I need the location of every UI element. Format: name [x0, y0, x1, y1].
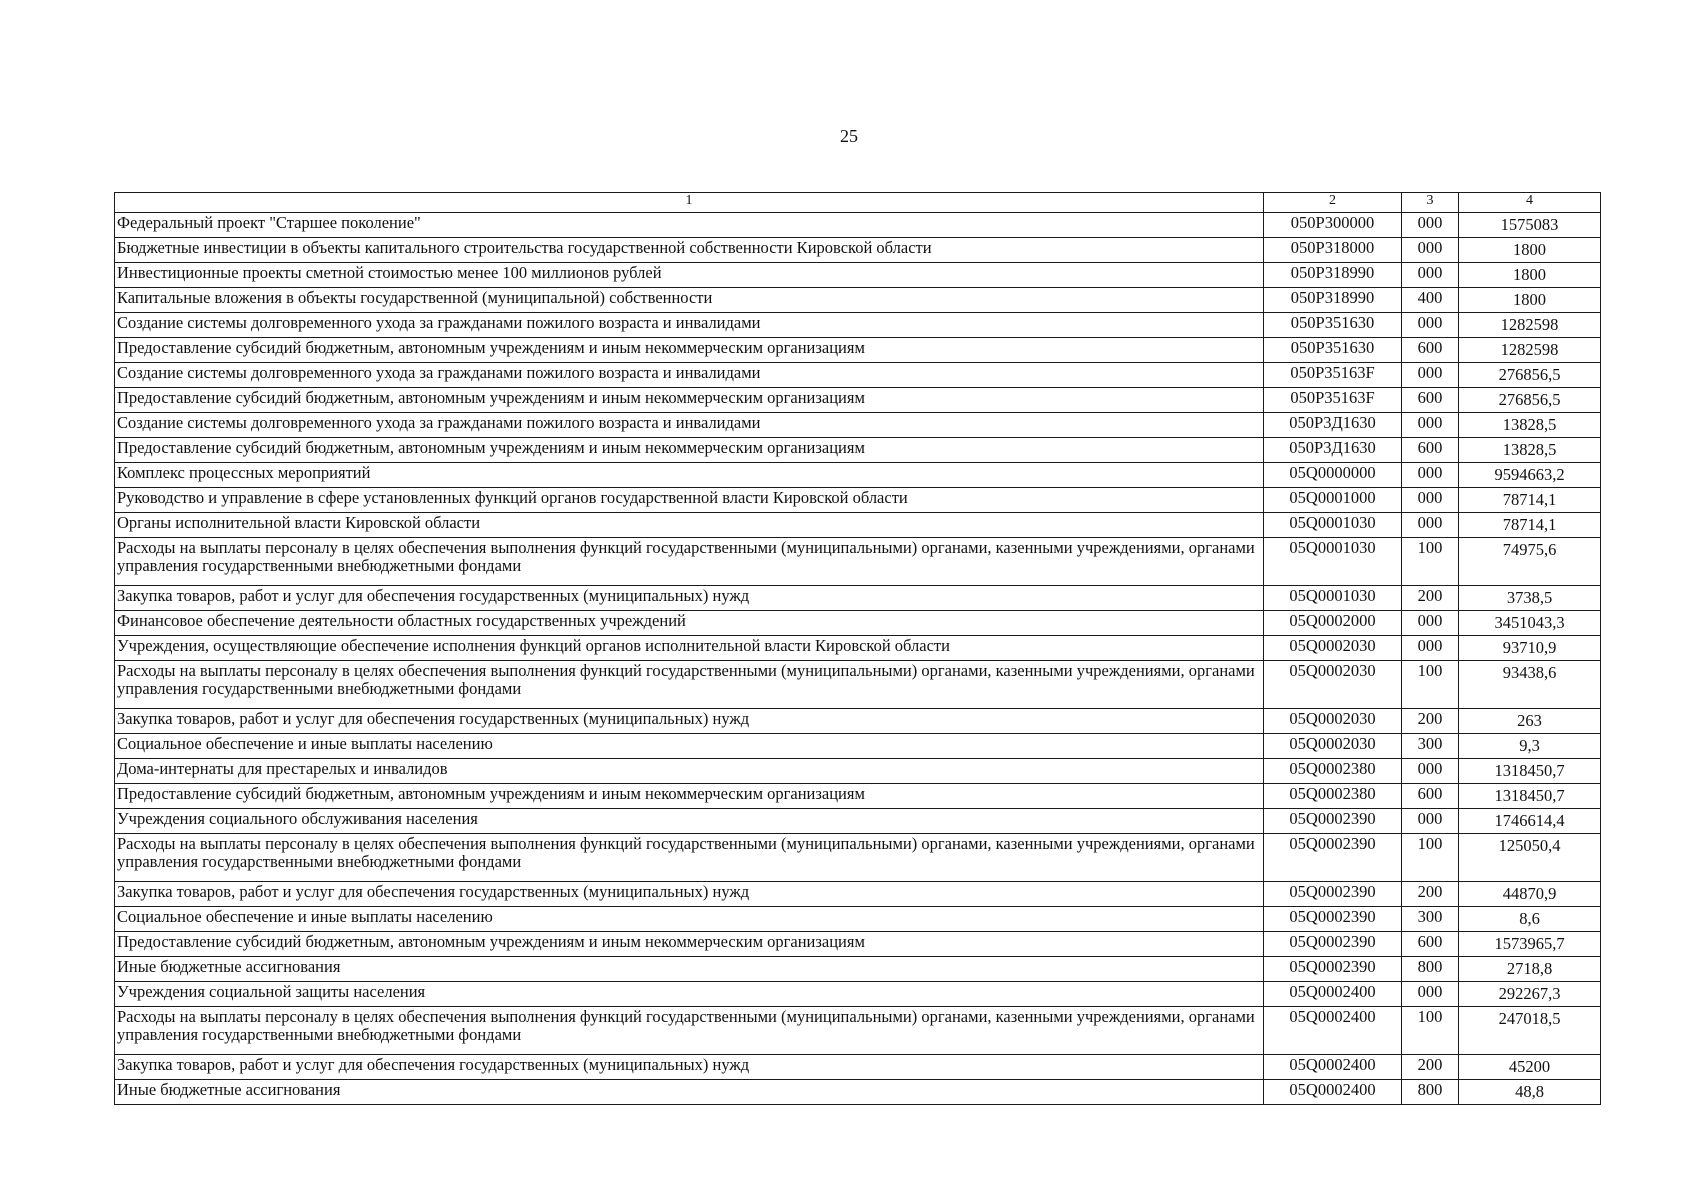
- row-code-cell: 05Q0002390: [1264, 957, 1402, 982]
- row-amount-cell: 44870,9: [1459, 882, 1601, 907]
- row-name-cell: Расходы на выплаты персоналу в целях обеспечения выполнения функций государственными (муниципальными) органами, казенными учреждениями, органами управления государственными внебюджетными фондами: [115, 538, 1264, 586]
- row-type-cell: 100: [1402, 538, 1459, 586]
- row-type-cell: 300: [1402, 907, 1459, 932]
- row-type-cell: 100: [1402, 661, 1459, 709]
- row-name-cell: Органы исполнительной власти Кировской области: [115, 513, 1264, 538]
- table-row: [115, 882, 1601, 907]
- row-code-cell: 05Q0001030: [1264, 586, 1402, 611]
- row-code-cell: 050P351630: [1264, 338, 1402, 363]
- row-amount-cell: 45200: [1459, 1055, 1601, 1080]
- table-row: [115, 636, 1601, 661]
- row-name-cell: Капитальные вложения в объекты государственной (муниципальной) собственности: [115, 288, 1264, 313]
- table-row: [115, 586, 1601, 611]
- row-amount-cell: 78714,1: [1459, 513, 1601, 538]
- row-code-cell: 050P35163F: [1264, 363, 1402, 388]
- table-row: [115, 538, 1601, 586]
- row-amount-cell: 1282598: [1459, 313, 1601, 338]
- row-code-cell: 050P318000: [1264, 238, 1402, 263]
- row-code-cell: 050P3Д1630: [1264, 438, 1402, 463]
- row-name-cell: Закупка товаров, работ и услуг для обеспечения государственных (муниципальных) нужд: [115, 709, 1264, 734]
- row-type-cell: 000: [1402, 513, 1459, 538]
- row-amount-cell: 292267,3: [1459, 982, 1601, 1007]
- table-body: [115, 213, 1601, 1105]
- table-row: [115, 488, 1601, 513]
- budget-table: [114, 192, 1601, 1105]
- row-type-cell: 000: [1402, 263, 1459, 288]
- row-code-cell: 05Q0002400: [1264, 1007, 1402, 1055]
- row-name-cell: Расходы на выплаты персоналу в целях обеспечения выполнения функций государственными (муниципальными) органами, казенными учреждениями, органами управления государственными внебюджетными фондами: [115, 1007, 1264, 1055]
- row-type-cell: 600: [1402, 784, 1459, 809]
- table-row: [115, 513, 1601, 538]
- row-type-cell: 000: [1402, 488, 1459, 513]
- row-amount-cell: 9,3: [1459, 734, 1601, 759]
- row-type-cell: 000: [1402, 611, 1459, 636]
- table-row: [115, 809, 1601, 834]
- table-row: [115, 932, 1601, 957]
- row-code-cell: 05Q0002030: [1264, 734, 1402, 759]
- row-type-cell: 100: [1402, 1007, 1459, 1055]
- row-name-cell: Иные бюджетные ассигнования: [115, 1080, 1264, 1105]
- row-type-cell: 200: [1402, 882, 1459, 907]
- row-name-cell: Предоставление субсидий бюджетным, автономным учреждениям и иным некоммерческим организациям: [115, 932, 1264, 957]
- row-type-cell: 000: [1402, 313, 1459, 338]
- row-amount-cell: 247018,5: [1459, 1007, 1601, 1055]
- row-name-cell: Социальное обеспечение и иные выплаты населению: [115, 734, 1264, 759]
- row-type-cell: 200: [1402, 1055, 1459, 1080]
- row-amount-cell: 8,6: [1459, 907, 1601, 932]
- column-header-type: 3: [1402, 193, 1459, 213]
- row-type-cell: 200: [1402, 709, 1459, 734]
- row-name-cell: Закупка товаров, работ и услуг для обеспечения государственных (муниципальных) нужд: [115, 586, 1264, 611]
- table-row: [115, 734, 1601, 759]
- row-amount-cell: 1318450,7: [1459, 759, 1601, 784]
- row-name-cell: Расходы на выплаты персоналу в целях обеспечения выполнения функций государственными (муниципальными) органами, казенными учреждениями, органами управления государственными внебюджетными фондами: [115, 834, 1264, 882]
- row-amount-cell: 93710,9: [1459, 636, 1601, 661]
- row-code-cell: 05Q0001000: [1264, 488, 1402, 513]
- row-code-cell: 05Q0001030: [1264, 538, 1402, 586]
- table-row: [115, 957, 1601, 982]
- row-code-cell: 05Q0002030: [1264, 709, 1402, 734]
- table-row: [115, 759, 1601, 784]
- table-row: [115, 213, 1601, 238]
- row-code-cell: 05Q0002030: [1264, 636, 1402, 661]
- table-row: [115, 313, 1601, 338]
- row-code-cell: 05Q0002390: [1264, 907, 1402, 932]
- row-code-cell: 05Q0002030: [1264, 661, 1402, 709]
- row-code-cell: 05Q0002400: [1264, 1080, 1402, 1105]
- row-amount-cell: 1282598: [1459, 338, 1601, 363]
- row-amount-cell: 1746614,4: [1459, 809, 1601, 834]
- row-code-cell: 05Q0002400: [1264, 1055, 1402, 1080]
- row-amount-cell: 3451043,3: [1459, 611, 1601, 636]
- row-amount-cell: 1800: [1459, 238, 1601, 263]
- row-name-cell: Дома-интернаты для престарелых и инвалидов: [115, 759, 1264, 784]
- row-type-cell: 000: [1402, 238, 1459, 263]
- row-code-cell: 05Q0002390: [1264, 932, 1402, 957]
- row-type-cell: 000: [1402, 982, 1459, 1007]
- table-row: [115, 709, 1601, 734]
- row-name-cell: Руководство и управление в сфере установленных функций органов государственной власти Кировской области: [115, 488, 1264, 513]
- row-amount-cell: 263: [1459, 709, 1601, 734]
- row-code-cell: 050P3Д1630: [1264, 413, 1402, 438]
- row-type-cell: 000: [1402, 636, 1459, 661]
- row-type-cell: 000: [1402, 809, 1459, 834]
- row-name-cell: Создание системы долговременного ухода за гражданами пожилого возраста и инвалидами: [115, 313, 1264, 338]
- row-amount-cell: 13828,5: [1459, 413, 1601, 438]
- row-name-cell: Предоставление субсидий бюджетным, автономным учреждениям и иным некоммерческим организациям: [115, 338, 1264, 363]
- row-type-cell: 300: [1402, 734, 1459, 759]
- table-row: [115, 834, 1601, 882]
- row-amount-cell: 13828,5: [1459, 438, 1601, 463]
- table-row: [115, 784, 1601, 809]
- row-name-cell: Учреждения социальной защиты населения: [115, 982, 1264, 1007]
- row-name-cell: Предоставление субсидий бюджетным, автономным учреждениям и иным некоммерческим организациям: [115, 388, 1264, 413]
- table-row: [115, 238, 1601, 263]
- row-amount-cell: 2718,8: [1459, 957, 1601, 982]
- row-type-cell: 000: [1402, 759, 1459, 784]
- row-name-cell: Учреждения, осуществляющие обеспечение исполнения функций органов исполнительной власти Кировской области: [115, 636, 1264, 661]
- row-amount-cell: 125050,4: [1459, 834, 1601, 882]
- row-name-cell: Финансовое обеспечение деятельности областных государственных учреждений: [115, 611, 1264, 636]
- row-amount-cell: 3738,5: [1459, 586, 1601, 611]
- row-amount-cell: 1318450,7: [1459, 784, 1601, 809]
- row-name-cell: Создание системы долговременного ухода за гражданами пожилого возраста и инвалидами: [115, 413, 1264, 438]
- table-row: [115, 263, 1601, 288]
- row-amount-cell: 276856,5: [1459, 388, 1601, 413]
- row-code-cell: 050P300000: [1264, 213, 1402, 238]
- row-code-cell: 05Q0002390: [1264, 882, 1402, 907]
- row-amount-cell: 1800: [1459, 263, 1601, 288]
- page-number: 25: [840, 126, 858, 146]
- table-row: [115, 982, 1601, 1007]
- row-name-cell: Федеральный проект "Старшее поколение": [115, 213, 1264, 238]
- row-code-cell: 05Q0002390: [1264, 834, 1402, 882]
- row-type-cell: 200: [1402, 586, 1459, 611]
- row-code-cell: 05Q0000000: [1264, 463, 1402, 488]
- table-row: [115, 463, 1601, 488]
- row-name-cell: Предоставление субсидий бюджетным, автономным учреждениям и иным некоммерческим организациям: [115, 784, 1264, 809]
- header-row: [115, 193, 1601, 213]
- row-code-cell: 050P318990: [1264, 288, 1402, 313]
- row-amount-cell: 1800: [1459, 288, 1601, 313]
- table-row: [115, 611, 1601, 636]
- row-name-cell: Создание системы долговременного ухода за гражданами пожилого возраста и инвалидами: [115, 363, 1264, 388]
- table-row: [115, 288, 1601, 313]
- row-code-cell: 05Q0002380: [1264, 784, 1402, 809]
- row-type-cell: 000: [1402, 213, 1459, 238]
- row-type-cell: 000: [1402, 363, 1459, 388]
- row-type-cell: 000: [1402, 463, 1459, 488]
- row-type-cell: 100: [1402, 834, 1459, 882]
- row-code-cell: 05Q0002000: [1264, 611, 1402, 636]
- column-header-name: 1: [115, 193, 1264, 213]
- row-code-cell: 050P318990: [1264, 263, 1402, 288]
- row-name-cell: Предоставление субсидий бюджетным, автономным учреждениям и иным некоммерческим организациям: [115, 438, 1264, 463]
- table-row: [115, 388, 1601, 413]
- row-amount-cell: 9594663,2: [1459, 463, 1601, 488]
- row-code-cell: 05Q0002400: [1264, 982, 1402, 1007]
- row-type-cell: 800: [1402, 1080, 1459, 1105]
- row-code-cell: 050P351630: [1264, 313, 1402, 338]
- table-row: [115, 1055, 1601, 1080]
- row-type-cell: 600: [1402, 438, 1459, 463]
- table-row: [115, 1007, 1601, 1055]
- row-amount-cell: 78714,1: [1459, 488, 1601, 513]
- row-name-cell: Иные бюджетные ассигнования: [115, 957, 1264, 982]
- row-type-cell: 600: [1402, 932, 1459, 957]
- row-name-cell: Учреждения социального обслуживания населения: [115, 809, 1264, 834]
- row-type-cell: 800: [1402, 957, 1459, 982]
- row-type-cell: 600: [1402, 338, 1459, 363]
- row-name-cell: Закупка товаров, работ и услуг для обеспечения государственных (муниципальных) нужд: [115, 1055, 1264, 1080]
- row-code-cell: 050P35163F: [1264, 388, 1402, 413]
- table-row: [115, 438, 1601, 463]
- row-amount-cell: 74975,6: [1459, 538, 1601, 586]
- row-amount-cell: 93438,6: [1459, 661, 1601, 709]
- table-row: [115, 907, 1601, 932]
- table-row: [115, 413, 1601, 438]
- table-row: [115, 363, 1601, 388]
- table-row: [115, 338, 1601, 363]
- column-header-code: 2: [1264, 193, 1402, 213]
- row-amount-cell: 1575083: [1459, 213, 1601, 238]
- table-row: [115, 661, 1601, 709]
- row-code-cell: 05Q0001030: [1264, 513, 1402, 538]
- row-name-cell: Бюджетные инвестиции в объекты капитального строительства государственной собственности Кировской области: [115, 238, 1264, 263]
- row-amount-cell: 1573965,7: [1459, 932, 1601, 957]
- row-type-cell: 600: [1402, 388, 1459, 413]
- row-name-cell: Инвестиционные проекты сметной стоимостью менее 100 миллионов рублей: [115, 263, 1264, 288]
- row-name-cell: Комплекс процессных мероприятий: [115, 463, 1264, 488]
- row-type-cell: 000: [1402, 413, 1459, 438]
- column-header-amount: 4: [1459, 193, 1601, 213]
- row-name-cell: Расходы на выплаты персоналу в целях обеспечения выполнения функций государственными (муниципальными) органами, казенными учреждениями, органами управления государственными внебюджетными фондами: [115, 661, 1264, 709]
- row-code-cell: 05Q0002390: [1264, 809, 1402, 834]
- row-amount-cell: 276856,5: [1459, 363, 1601, 388]
- row-name-cell: Закупка товаров, работ и услуг для обеспечения государственных (муниципальных) нужд: [115, 882, 1264, 907]
- row-amount-cell: 48,8: [1459, 1080, 1601, 1105]
- row-name-cell: Социальное обеспечение и иные выплаты населению: [115, 907, 1264, 932]
- row-code-cell: 05Q0002380: [1264, 759, 1402, 784]
- row-type-cell: 400: [1402, 288, 1459, 313]
- table-row: [115, 1080, 1601, 1105]
